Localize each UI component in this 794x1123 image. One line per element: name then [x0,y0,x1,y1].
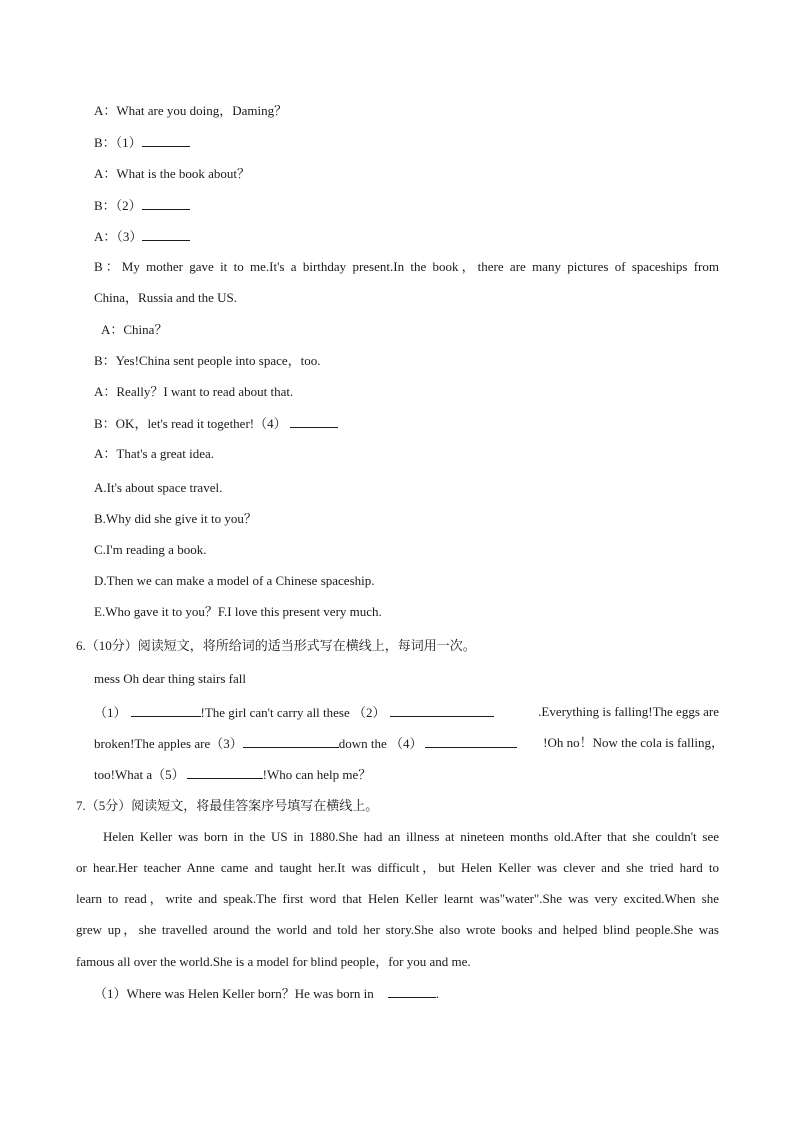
dialogue-line-1 [94,102,287,120]
q6-blank-3[interactable] [243,734,339,748]
question-7-sub-1 [94,984,439,1003]
q6-blank-5[interactable] [187,765,263,779]
dialogue-line-2 [94,133,190,152]
word-bank: mess Oh dear thing stairs fall [94,671,246,686]
dialogue-line-6: B：My mother gave it to me.It's a birthday present.In the book，there are many pictures of spaceships from [94,259,719,274]
q6-blank-4[interactable] [425,734,517,748]
option-c: C.I'm reading a book. [94,542,207,557]
passage-line-4: grew up，she travelled around the world and told her story.She also wrote books and helped blind people.She was [76,922,719,937]
q7-text: . [435,986,440,1001]
option-b: B.Why did she give it to you？ [94,511,257,526]
option-d: D.Then we can make a model of a Chinese spaceship. [94,573,375,588]
passage-line-2: or hear.Her teacher Anne came and taught her.It was difficult，but Helen Keller was clever and she tried hard to [76,860,719,875]
question-6-title: 6.（10分）阅读短文，将所给词的适当形式写在横线上，每词用一次。 [76,638,476,653]
passage-line-3: learn to read，write and speak.The first word that Helen Keller learnt was"water".She was very excited.When she [76,891,719,906]
q7-blank-1[interactable] [388,984,436,998]
q6-text: （1） [94,705,127,720]
dialogue-line-4 [94,196,190,215]
question-6-para-line-3 [94,765,371,784]
dialogue-line-7: China，Russia and the US. [94,290,237,305]
q7-text: （1）Where was Helen Keller born？He was born in [94,986,374,1001]
dialogue-text: A：（3） [94,229,143,244]
q6-text: .Everything is falling!The eggs are [538,704,719,719]
dialogue-text: B：（1） [94,135,142,150]
q6-text: too!What a（5） [94,767,185,782]
q6-text: !Who can help me？ [262,767,372,782]
question-7-title: 7.（5分）阅读短文，将最佳答案序号填写在横线上。 [76,798,379,813]
dialogue-text: B：（2） [94,198,142,213]
option-a: A.It's about space travel. [94,480,223,495]
passage-line-5: famous all over the world.She is a model for blind people，for you and me. [76,954,471,969]
q6-text: down the （4） [338,736,423,751]
q6-text: !The girl can't carry all these （2） [200,705,386,720]
q6-text: !Oh no！Now the cola is falling， [543,735,724,750]
dialogue-line-11 [94,414,338,433]
dialogue-line-9: B：Yes!China sent people into space，too. [94,353,321,368]
passage-line-1: Helen Keller was born in the US in 1880.She had an illness at nineteen months old.After that she couldn't see [103,829,719,844]
dialogue-text: A：What are you doing，Daming？ [94,103,288,118]
dialogue-text: A：What is the book about？ [94,166,250,181]
dialogue-line-3 [94,165,250,183]
question-6-para-line-2 [94,734,724,753]
q6-text: broken!The apples are（3） [94,736,243,751]
q6-segment [94,703,494,722]
answer-blank-2[interactable] [142,196,190,210]
answer-blank-1[interactable] [142,133,190,147]
answer-blank-4[interactable] [290,414,338,428]
dialogue-line-10: A：Really？I want to read about that. [94,384,294,399]
q6-blank-2[interactable] [390,703,494,717]
dialogue-line-5 [94,227,190,246]
q6-blank-1[interactable] [131,703,201,717]
option-ef: E.Who gave it to you？F.I love this present very much. [94,604,382,619]
dialogue-line-8: A：China？ [101,322,168,337]
question-6-para-line-1 [94,703,719,722]
dialogue-text: B：OK，let's read it together!（4） [94,416,287,431]
dialogue-line-12: A：That's a great idea. [94,446,215,461]
q6-segment [94,734,517,753]
answer-blank-3[interactable] [142,227,190,241]
